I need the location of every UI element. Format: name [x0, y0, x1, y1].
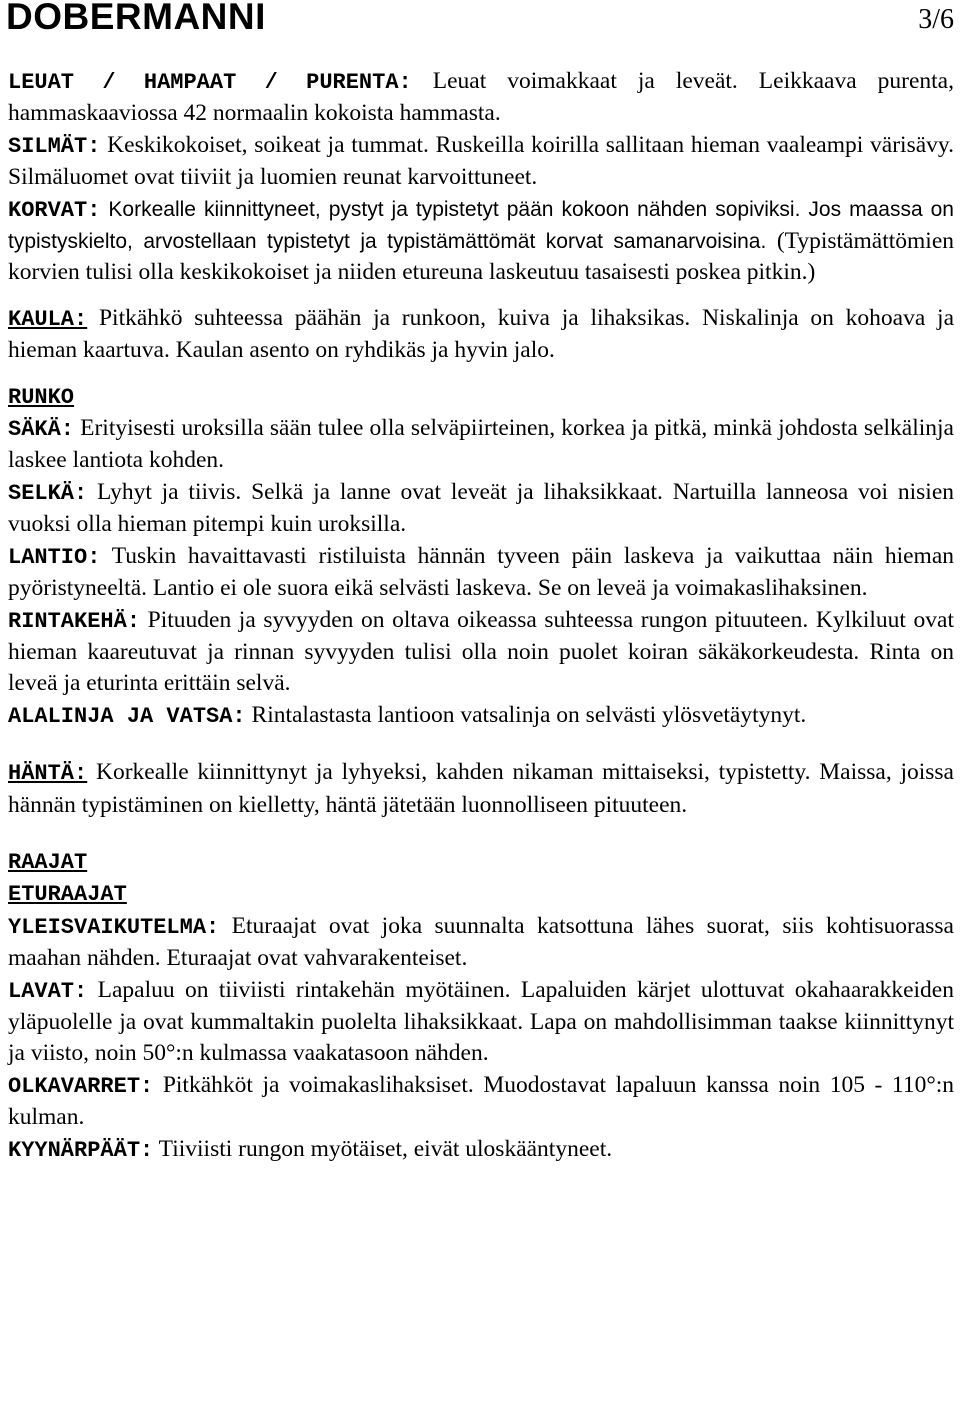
text-hanta: Korkealle kiinnittynyt ja lyhyeksi, kahden nikaman mittaiseksi, typistetty. Maissa, joissa hännän typistäminen on kielletty, häntä jätetään luonnolliseen pituuteen. [8, 759, 954, 818]
text-olkavarret: Pitkähköt ja voimakaslihaksiset. Muodostavat lapaluun kanssa noin 105 - 110°:n kulman. [8, 1071, 954, 1131]
text-kaula: Pitkähkö suhteessa päähän ja runkoon, kuiva ja lihaksikas. Niskalinja on kohoava ja hieman kaartuva. Kaulan asento on ryhdikäs ja hyvin jalo. [8, 304, 954, 364]
label-leuat: LEUAT / HAMPAAT / PURENTA: [8, 70, 412, 95]
label-rintakeha: RINTAKEHÄ: [8, 608, 141, 634]
section-raajat: RAAJAT [8, 849, 88, 875]
text-saka: Erityisesti uroksilla sään tulee olla selväpiirteinen, korkea ja pitkä, minkä johdosta selkälinja laskee lantiota kohden. [8, 415, 954, 474]
heading-raajat [8, 846, 954, 878]
paragraph-kaula [8, 303, 954, 367]
text-silmat: Keskikokoiset, soikeat ja tummat. Ruskeilla koirilla sallitaan hieman vaaleampi värisävy. Silmäluomet ovat tiiviit ja luomien reunat karvoittuneet. [8, 131, 954, 191]
paragraph-alalinja [8, 700, 954, 732]
paragraph-rintakeha [8, 605, 954, 700]
paragraph-lantio [8, 541, 954, 605]
label-kyynarpaat: KYYNÄRPÄÄT: [8, 1137, 154, 1163]
label-saka: SÄKÄ: [8, 417, 75, 443]
label-korvat: KORVAT: [8, 197, 101, 223]
label-hanta: HÄNTÄ: [8, 761, 88, 787]
section-eturaajat: ETURAAJAT [8, 882, 127, 908]
page-number: 3/6 [918, 4, 954, 35]
text-yleisvaikutelma: Eturaajat ovat joka suunnalta katsottuna lähes suorat, siis kohtisuorassa maahan nähden. Eturaajat ovat vahvarakenteiset. [8, 912, 954, 972]
text-korvat-note: (Typistämättömien korvien tulisi olla keskikokoiset ja niiden etureuna laskeutuu tasaisesti poskea pitkin.) [8, 228, 954, 286]
label-silmat: SILMÄT: [8, 133, 101, 159]
document-title: DOBERMANNI [6, 0, 266, 37]
paragraph-saka [8, 413, 954, 477]
label-lantio: LANTIO: [8, 544, 101, 570]
text-kyynarpaat: Tiiviisti rungon myötäiset, eivät uloskääntyneet. [153, 1135, 613, 1162]
text-korvat: Korkealle kiinnittyneet, pystyt ja typistetyt pään kokoon nähden sopiviksi. Jos maassa on typistyskielto, arvostellaan typistetyt ja typistämättömät korvat samanarvoisina. [8, 197, 954, 254]
label-yleisvaikutelma: YLEISVAIKUTELMA: [8, 914, 220, 940]
text-lavat: Lapaluu on tiiviisti rintakehän myötäinen. Lapaluiden kärjet ulottuvat okahaarakkeiden yläpuolelle ja ovat kummaltakin puolelta lihaksikkaat. Lapa on mahdollisimman taakse kiinnittynyt ja viisto, noin 50°:n kulmassa vaakatasoon nähden. [8, 976, 954, 1067]
label-olkavarret: OLKAVARRET: [8, 1073, 154, 1099]
text-selka: Lyhyt ja tiivis. Selkä ja lanne ovat leveät ja lihaksikkaat. Nartuilla lanneosa voi nisien vuoksi olla hieman pitempi kuin uroksilla. [8, 478, 954, 538]
paragraph-silmat [8, 130, 954, 194]
text-alalinja: Rintalastasta lantioon vatsalinja on selvästi ylösvetäytynyt. [245, 701, 807, 728]
heading-eturaajat [8, 878, 954, 910]
paragraph-selka [8, 477, 954, 541]
paragraph-hanta [8, 757, 954, 821]
paragraph-olkavarret [8, 1070, 954, 1134]
paragraph-leuat [8, 66, 954, 130]
text-rintakeha: Pituuden ja syvyyden on oltava oikeassa suhteessa rungon pituuteen. Kylkiluut ovat hieman kaareutuvat ja rinnan syvyyden tulisi olla noin puolet koiran säkäkorkeudesta. Rinta on leveä ja eturinta erittäin selvä. [8, 606, 954, 697]
label-kaula: KAULA: [8, 306, 88, 332]
label-lavat: LAVAT: [8, 978, 88, 1004]
paragraph-kyynarpaat [8, 1134, 954, 1166]
paragraph-lavat [8, 975, 954, 1070]
document-body [8, 66, 954, 1166]
document-page [6, 0, 954, 1163]
page-header [8, 0, 954, 44]
label-selka: SELKÄ: [8, 480, 88, 506]
section-runko: RUNKO [8, 384, 75, 410]
heading-runko [8, 381, 954, 413]
text-lantio: Tuskin havaittavasti ristiluista hännän tyveen päin laskeva ja vaikuttaa näin hieman pyöristyneeltä. Lantio ei ole suora eikä selvästi laskeva. Se on leveä ja voimakaslihaksinen. [8, 542, 954, 602]
paragraph-korvat [8, 194, 954, 289]
text-leuat: Leuat voimakkaat ja leveät. Leikkaava purenta, hammaskaaviossa 42 normaalin kokoista hammasta. [8, 68, 954, 127]
label-alalinja: ALALINJA JA VATSA: [8, 703, 246, 729]
paragraph-yleisvaikutelma [8, 911, 954, 975]
